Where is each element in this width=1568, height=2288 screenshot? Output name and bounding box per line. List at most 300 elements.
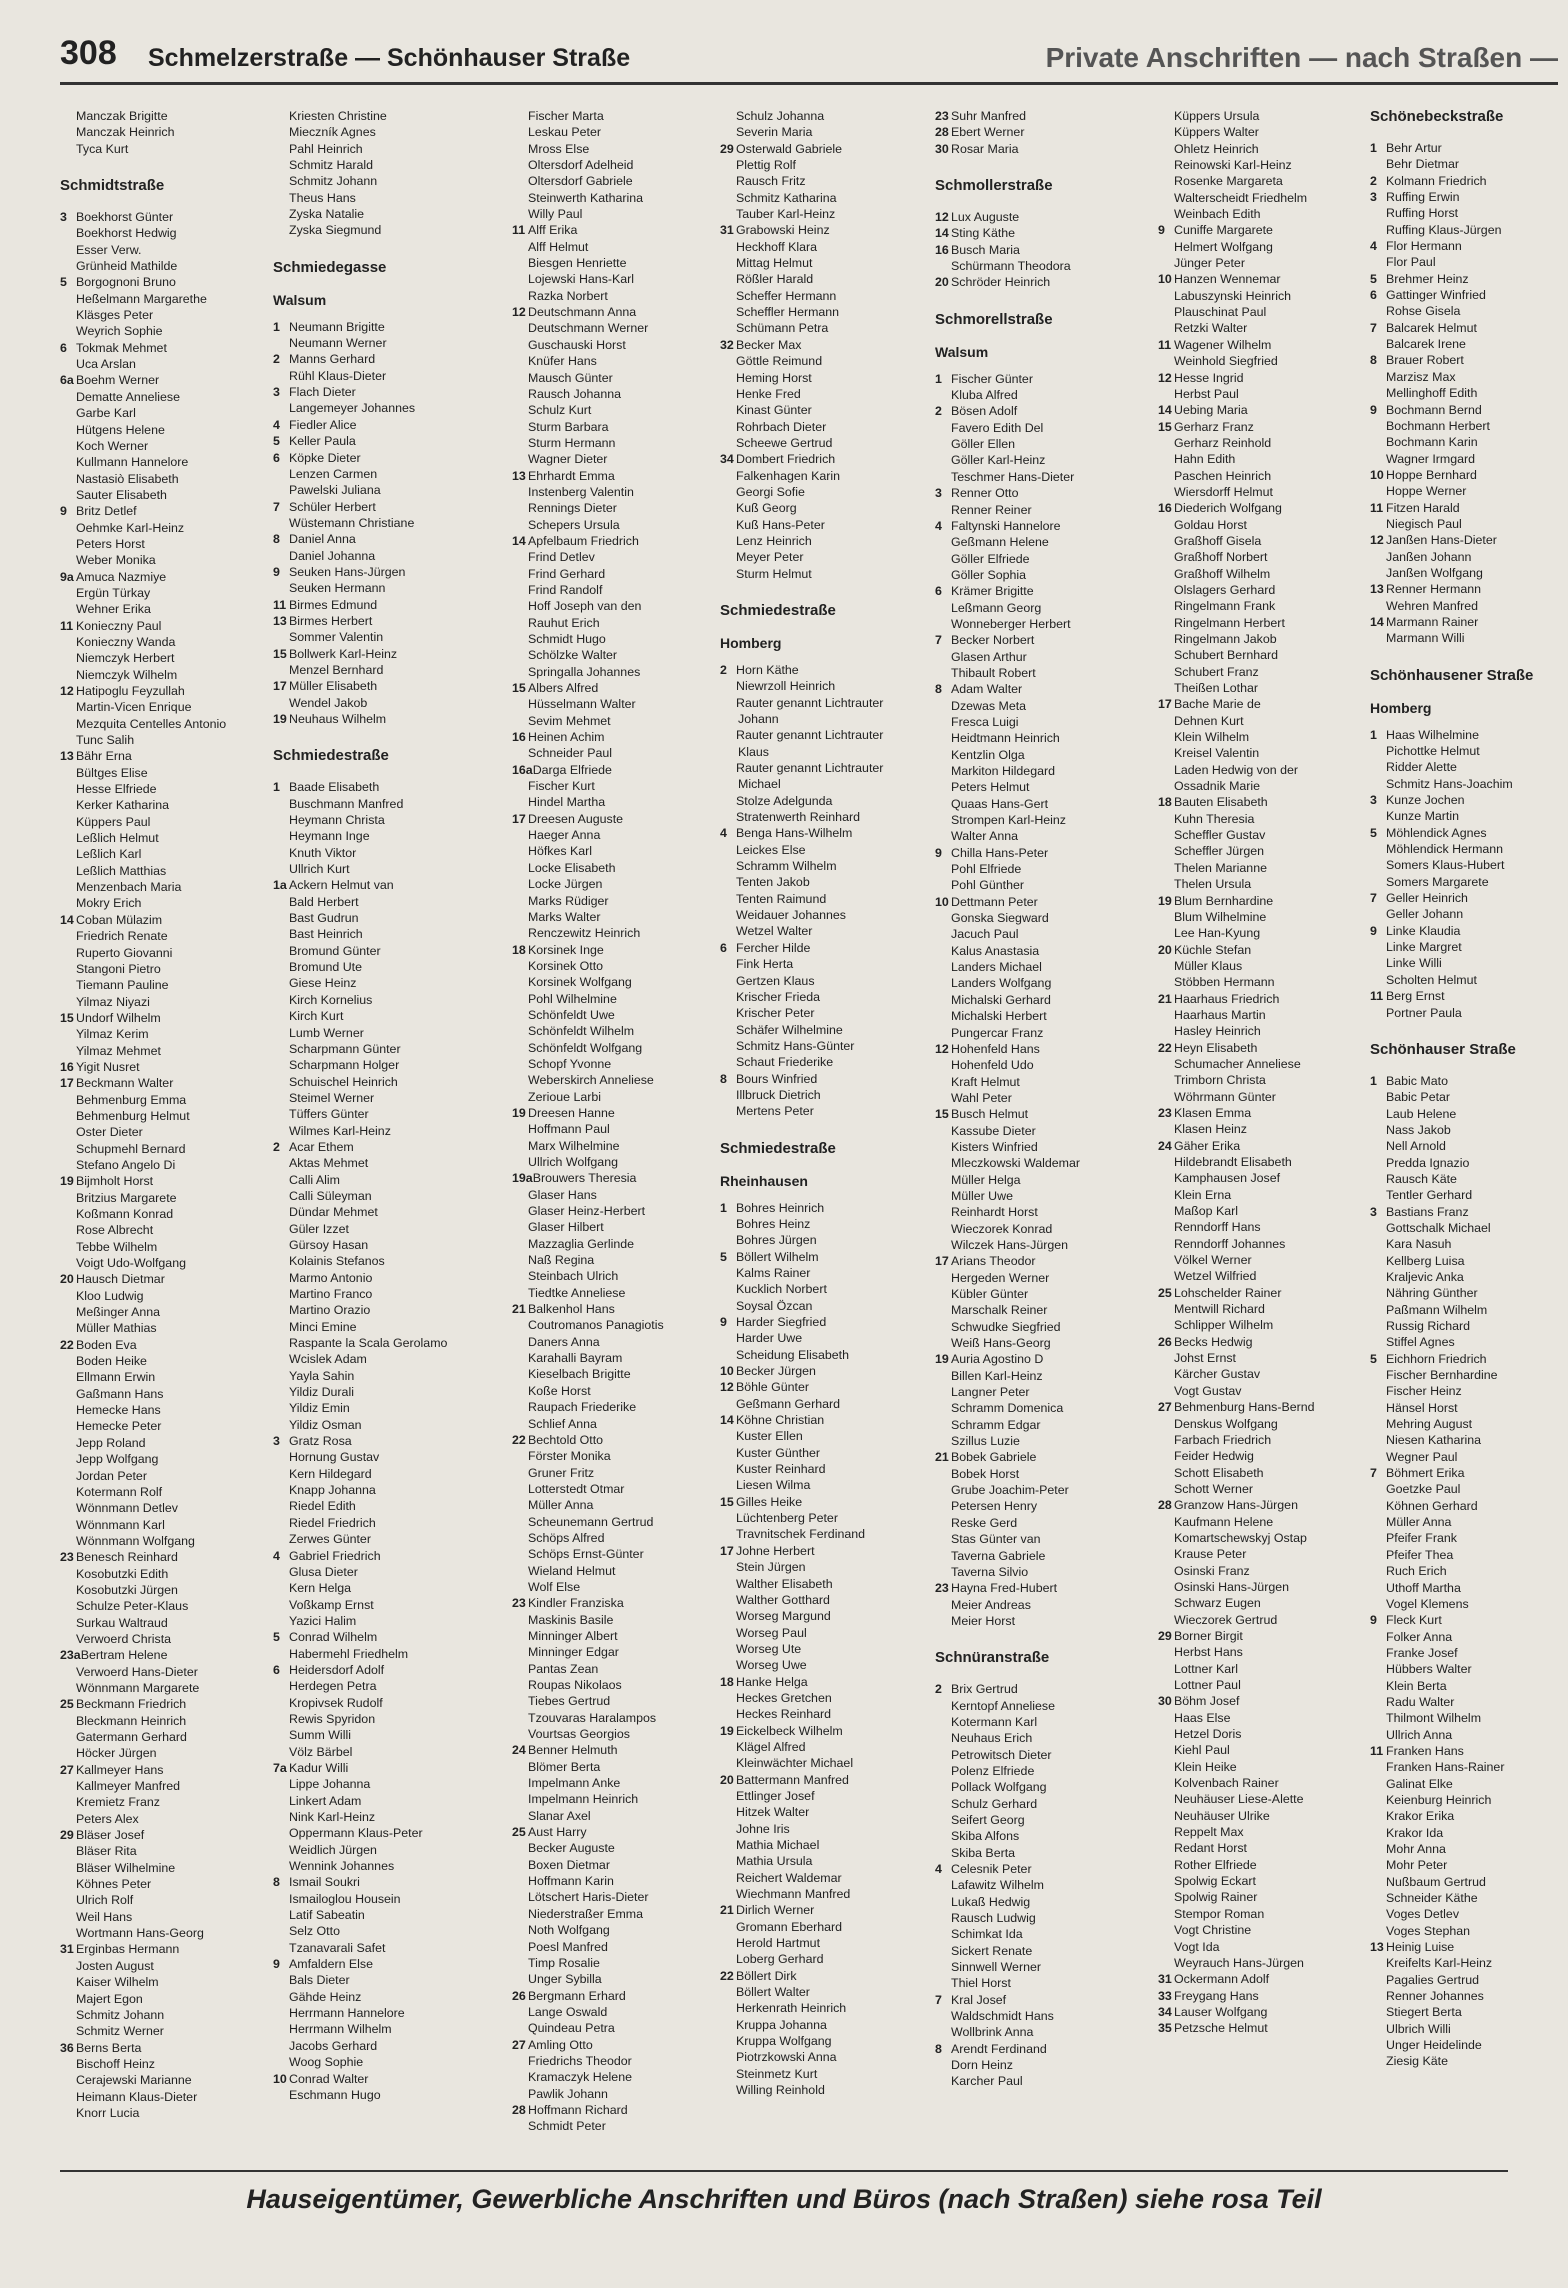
resident-entry	[1370, 1759, 1568, 1775]
resident-entry	[1158, 1939, 1364, 1955]
house-number: 7	[935, 633, 942, 648]
house-number: 29	[720, 141, 734, 156]
resident-entry	[273, 2054, 479, 2070]
resident-entry	[273, 1956, 479, 1972]
resident-entry	[512, 1595, 718, 1611]
resident-entry	[935, 1580, 1141, 1596]
house-number: 6	[935, 584, 942, 599]
resident-entry	[273, 2071, 479, 2087]
resident-entry	[60, 961, 266, 977]
resident-name: Neumann Brigitte	[289, 319, 385, 334]
resident-entry	[935, 2008, 1141, 2024]
house-number: 9	[1158, 223, 1165, 238]
resident-entry	[720, 1428, 926, 1444]
resident-entry	[935, 600, 1141, 616]
resident-name: Wolf Else	[528, 1579, 581, 1594]
resident-entry	[1370, 1645, 1568, 1661]
resident-name: Gäher Erika	[1174, 1138, 1241, 1153]
resident-name: Fischer Heinz	[1386, 1384, 1462, 1399]
resident-entry	[935, 1204, 1141, 1220]
resident-entry	[1370, 1302, 1568, 1318]
resident-entry	[935, 534, 1141, 550]
resident-entry	[60, 438, 266, 454]
resident-name: Gruner Fritz	[528, 1465, 595, 1480]
resident-name: Spolwig Eckart	[1174, 1874, 1256, 1889]
house-number: 24	[1158, 1138, 1172, 1153]
resident-name: Boxen Dietmar	[528, 1857, 610, 1872]
resident-entry	[60, 1860, 266, 1876]
resident-name: Helmert Wolfgang	[1174, 239, 1273, 254]
resident-name: Koße Horst	[528, 1383, 591, 1398]
resident-name: Gattinger Winfried	[1386, 288, 1486, 303]
resident-name: Steinbach Ulrich	[528, 1269, 619, 1284]
resident-entry	[720, 206, 926, 222]
resident-name: Nell Arnold	[1386, 1139, 1446, 1154]
resident-name: Kotermann Rolf	[76, 1484, 163, 1499]
resident-name: Zyska Natalie	[289, 207, 365, 222]
resident-entry	[720, 2033, 926, 2049]
resident-entry	[1158, 1595, 1364, 1611]
resident-entry	[1158, 860, 1364, 876]
resident-entry	[1370, 1367, 1568, 1383]
resident-entry	[1370, 287, 1568, 303]
resident-name: Schlipper Wilhelm	[1174, 1318, 1274, 1333]
resident-name: Schönfeldt Wilhelm	[528, 1024, 635, 1039]
resident-name: Kolmann Friedrich	[1386, 173, 1487, 188]
house-number: 7	[273, 499, 280, 514]
resident-entry	[60, 1991, 266, 2007]
resident-name: Geller Heinrich	[1386, 891, 1468, 906]
resident-name: Guschauski Horst	[528, 337, 626, 352]
resident-entry	[60, 520, 266, 536]
resident-name: Lux Auguste	[951, 210, 1020, 225]
resident-entry	[1370, 238, 1568, 254]
resident-entry	[1370, 1171, 1568, 1187]
resident-entry	[935, 469, 1141, 485]
resident-entry	[720, 923, 926, 939]
resident-entry	[60, 1010, 266, 1026]
resident-entry	[60, 258, 266, 274]
resident-name: Kuhn Theresia	[1174, 811, 1255, 826]
resident-name: Schlief Anna	[528, 1416, 597, 1431]
resident-name: Böhm Josef	[1174, 1694, 1240, 1709]
resident-name: Nass Jakob	[1386, 1122, 1451, 1137]
resident-entry	[1370, 1792, 1568, 1808]
resident-name: Battermann Manfred	[736, 1772, 849, 1787]
resident-entry	[720, 1902, 926, 1918]
resident-entry	[935, 943, 1141, 959]
resident-name: Wcislek Adam	[289, 1352, 367, 1367]
resident-name: Renczewitz Heinrich	[528, 926, 641, 941]
resident-entry	[1158, 206, 1364, 222]
resident-entry	[720, 1853, 926, 1869]
resident-entry	[60, 748, 266, 764]
resident-name: Heming Horst	[736, 370, 812, 385]
resident-entry	[720, 891, 926, 907]
resident-entry	[935, 1714, 1141, 1730]
resident-name: Raupach Friederike	[528, 1400, 637, 1415]
resident-entry	[935, 1894, 1141, 1910]
resident-name: Amfaldern Else	[289, 1957, 374, 1972]
resident-name: Taverna Gabriele	[951, 1548, 1046, 1563]
resident-entry	[512, 1448, 718, 1464]
resident-name: Frind Gerhard	[528, 566, 606, 581]
resident-entry	[1370, 1351, 1568, 1367]
house-number: 11	[273, 597, 287, 612]
house-number: 28	[512, 2102, 526, 2117]
house-number: 3	[1370, 190, 1377, 205]
resident-entry	[1370, 1005, 1568, 1021]
resident-name: Hütgens Helene	[76, 422, 165, 437]
resident-name: Retzki Walter	[1174, 321, 1248, 336]
house-number: 17	[512, 811, 526, 826]
resident-entry	[935, 877, 1141, 893]
resident-name: Niederstraßer Emma	[528, 1906, 643, 1921]
resident-entry	[273, 1204, 479, 1220]
resident-name: Rausch Käte	[1386, 1171, 1457, 1186]
resident-name: Fischer Bernhardine	[1386, 1368, 1498, 1383]
resident-name: Herkenrath Heinrich	[736, 2001, 847, 2016]
resident-name: Boden Eva	[76, 1337, 137, 1352]
resident-entry	[60, 536, 266, 552]
house-number: 2	[720, 662, 727, 677]
resident-entry	[1370, 776, 1568, 792]
resident-entry	[273, 646, 479, 662]
resident-entry	[1158, 239, 1364, 255]
resident-entry	[512, 1873, 718, 1889]
resident-name: Walther Gotthard	[736, 1592, 830, 1607]
resident-name: Pawlik Johann	[528, 2086, 608, 2101]
resident-name: Franken Hans	[1386, 1743, 1464, 1758]
resident-entry	[720, 1657, 926, 1673]
resident-name: Möhlendick Agnes	[1386, 825, 1487, 840]
resident-name: Kerker Katharina	[76, 798, 169, 813]
resident-entry	[935, 910, 1141, 926]
resident-entry	[1370, 2004, 1568, 2020]
resident-name: Vogel Klemens	[1386, 1596, 1469, 1611]
resident-name: Minninger Albert	[528, 1628, 618, 1643]
resident-entry	[935, 1747, 1141, 1763]
resident-entry	[720, 1445, 926, 1461]
resident-name: Stefano Angelo Di	[76, 1157, 176, 1172]
resident-entry	[60, 141, 266, 157]
resident-entry	[60, 1484, 266, 1500]
resident-name: Bals Dieter	[289, 1973, 350, 1988]
house-number: 15	[935, 1107, 949, 1122]
resident-name: Ettlinger Josef	[736, 1788, 815, 1803]
resident-name: Geller Johann	[1386, 907, 1464, 922]
resident-name: Folker Anna	[1386, 1629, 1453, 1644]
resident-name: Kalus Anastasia	[951, 943, 1040, 958]
resident-name: Heidtmann Heinrich	[951, 731, 1060, 746]
resident-entry	[935, 926, 1141, 942]
resident-name: Becks Hedwig	[1174, 1334, 1253, 1349]
resident-name: Thibault Robert	[951, 665, 1036, 680]
resident-name: Stolze Adelgunda	[736, 793, 833, 808]
resident-name: Arians Theodor	[951, 1254, 1036, 1269]
resident-name: Krämer Brigitte	[951, 584, 1034, 599]
resident-entry	[60, 1222, 266, 1238]
resident-name: Knuth Viktor	[289, 845, 357, 860]
resident-name: Geßmann Helene	[951, 535, 1049, 550]
resident-entry	[935, 1188, 1141, 1204]
resident-entry	[1370, 1727, 1568, 1743]
resident-name: Deutschmann Anna	[528, 305, 637, 320]
resident-name: Lukaß Hedwig	[951, 1894, 1031, 1909]
resident-name: Franken Hans-Rainer	[1386, 1760, 1505, 1775]
resident-entry	[512, 1546, 718, 1562]
resident-name: Calli Alim	[289, 1172, 340, 1187]
resident-name: Küppers Walter	[1174, 125, 1259, 140]
resident-entry	[1370, 402, 1568, 418]
resident-entry	[60, 1043, 266, 1059]
resident-entry	[1370, 1906, 1568, 1922]
resident-entry	[512, 811, 718, 827]
resident-name: Johst Ernst	[1174, 1351, 1236, 1366]
resident-name: Minci Emine	[289, 1319, 357, 1334]
resident-entry	[935, 894, 1141, 910]
resident-name: Martino Franco	[289, 1287, 373, 1301]
resident-name: Schüler Herbert	[289, 499, 376, 514]
resident-entry	[273, 845, 479, 861]
resident-name: Birmes Herbert	[289, 613, 373, 628]
resident-name: Glaser Hilbert	[528, 1220, 604, 1235]
resident-name: Marks Walter	[528, 909, 601, 924]
resident-entry	[1370, 1612, 1568, 1628]
resident-entry	[273, 466, 479, 482]
resident-name: Meyer Peter	[736, 550, 804, 565]
resident-name: Mentwill Richard	[1174, 1302, 1265, 1317]
house-number: 2	[273, 352, 280, 367]
resident-entry	[720, 1314, 926, 1330]
resident-entry	[1158, 1889, 1364, 1905]
resident-entry	[1158, 582, 1364, 598]
resident-entry	[720, 989, 926, 1005]
resident-entry	[273, 1351, 479, 1367]
resident-name: Bläser Rita	[76, 1844, 137, 1859]
resident-name: Jacobs Gerhard	[289, 2038, 378, 2053]
resident-entry	[273, 141, 479, 157]
street-heading: Schönhausener Straße	[1370, 666, 1534, 684]
resident-entry	[1370, 549, 1568, 565]
resident-name: Zerwes Günter	[289, 1532, 371, 1547]
resident-name: Wilczek Hans-Jürgen	[951, 1237, 1069, 1252]
resident-entry	[512, 1759, 718, 1775]
resident-entry	[60, 1892, 266, 1908]
resident-entry	[935, 1613, 1141, 1629]
resident-entry	[935, 1351, 1141, 1367]
house-number: 6	[1370, 288, 1377, 303]
resident-entry	[720, 1543, 926, 1559]
page-header	[60, 30, 1558, 85]
resident-name: Schürmann Theodora	[951, 259, 1071, 274]
resident-entry	[720, 239, 926, 255]
resident-entry	[935, 1008, 1141, 1024]
resident-name: Klasen Heinz	[1174, 1122, 1248, 1137]
resident-name: Calli Süleyman	[289, 1188, 372, 1203]
resident-entry	[60, 487, 266, 503]
resident-entry	[720, 1526, 926, 1542]
resident-name: Nastasiò Elisabeth	[76, 471, 179, 486]
resident-entry	[60, 863, 266, 879]
resident-name: Wetzel Wilfried	[1174, 1269, 1257, 1284]
resident-name: Bertram Helene	[80, 1648, 168, 1663]
resident-entry	[60, 274, 266, 290]
resident-name: Wonneberger Herbert	[951, 616, 1071, 631]
resident-entry	[1158, 745, 1364, 761]
resident-entry	[720, 566, 926, 582]
resident-name: Faltynski Hannelore	[951, 518, 1061, 533]
resident-entry	[1158, 1334, 1364, 1350]
resident-entry	[935, 1302, 1141, 1318]
house-number: 21	[1158, 991, 1172, 1006]
resident-name: Leßlich Helmut	[76, 831, 159, 846]
resident-entry	[935, 1155, 1141, 1171]
resident-name: Küppers Ursula	[1174, 109, 1260, 123]
resident-name: Schopf Yvonne	[528, 1056, 612, 1071]
resident-entry	[720, 1968, 926, 1984]
resident-name: Mathia Ursula	[736, 1854, 813, 1869]
resident-name: Heinen Achim	[528, 730, 605, 745]
resident-entry	[1158, 1563, 1364, 1579]
house-number: 7	[1370, 1466, 1377, 1481]
resident-name: Bohres Heinz	[736, 1216, 811, 1231]
resident-entry	[273, 1400, 479, 1416]
resident-entry	[60, 1092, 266, 1108]
resident-name: Gilles Heike	[736, 1494, 803, 1509]
resident-entry	[720, 353, 926, 369]
resident-name: Mehring August	[1386, 1417, 1473, 1432]
resident-name: Schulz Gerhard	[951, 1796, 1038, 1811]
resident-entry	[273, 1825, 479, 1841]
resident-name: Habermehl Friedhelm	[289, 1646, 409, 1661]
resident-name: Kreifelts Karl-Heinz	[1386, 1956, 1493, 1971]
resident-name: Köpke Dieter	[289, 450, 361, 465]
page-footer	[60, 2170, 1508, 2215]
resident-entry	[60, 846, 266, 862]
resident-name: Behmenburg Helmut	[76, 1108, 190, 1123]
resident-name: Manczak Brigitte	[76, 109, 168, 123]
resident-name: Ockermann Adolf	[1174, 1972, 1270, 1987]
resident-entry	[1370, 1923, 1568, 1939]
resident-entry	[1370, 792, 1568, 808]
resident-name: Scheffer Hermann	[736, 288, 837, 303]
resident-entry	[1370, 581, 1568, 597]
house-number: 14	[720, 1413, 734, 1428]
resident-entry	[1158, 811, 1364, 827]
resident-name: Locke Elisabeth	[528, 860, 616, 875]
resident-name: Bobek Gabriele	[951, 1450, 1037, 1465]
resident-entry	[1158, 1693, 1364, 1709]
resident-name: Kamphausen Josef	[1174, 1171, 1281, 1186]
resident-name: Daniel Johanna	[289, 548, 376, 563]
resident-entry	[273, 124, 479, 140]
resident-name: Schulze Peter-Klaus	[76, 1599, 189, 1614]
resident-entry	[273, 1041, 479, 1057]
resident-entry	[720, 1510, 926, 1526]
resident-entry	[1370, 352, 1568, 368]
resident-entry	[935, 1172, 1141, 1188]
resident-entry	[1370, 336, 1568, 352]
resident-name: Fischer Marta	[528, 109, 604, 123]
resident-entry	[273, 1662, 479, 1678]
resident-name: Schmitz Harald	[289, 158, 374, 173]
resident-name: Esser Verw.	[76, 242, 142, 257]
resident-entry	[60, 1320, 266, 1336]
resident-entry	[512, 157, 718, 173]
resident-entry	[512, 1840, 718, 1856]
resident-name: Göller Sophia	[951, 567, 1027, 582]
resident-name: Oster Dieter	[76, 1125, 143, 1140]
resident-name: Ullrich Anna	[1386, 1727, 1453, 1742]
resident-entry	[935, 1498, 1141, 1514]
resident-entry	[60, 2072, 266, 2088]
house-number: 25	[1158, 1285, 1172, 1300]
resident-entry	[1370, 1073, 1568, 1089]
resident-name: Dündar Mehmet	[289, 1205, 378, 1220]
street-heading: Schmidtstraße	[60, 177, 165, 195]
resident-entry	[720, 484, 926, 500]
resident-entry	[512, 762, 718, 778]
resident-entry	[273, 157, 479, 173]
house-number: 16	[1158, 501, 1172, 516]
resident-entry	[1158, 1612, 1364, 1628]
resident-entry	[1370, 1661, 1568, 1677]
resident-entry	[935, 1730, 1141, 1746]
house-number: 3	[273, 1434, 280, 1449]
resident-entry	[512, 533, 718, 549]
resident-entry	[512, 2102, 718, 2118]
resident-entry	[720, 727, 926, 743]
resident-name: Britzius Margarete	[76, 1190, 177, 1205]
resident-name: Herold Hartmut	[736, 1936, 821, 1951]
resident-name: Schmitz Werner	[76, 2024, 164, 2039]
house-number: 13	[512, 468, 526, 483]
resident-entry	[273, 384, 479, 400]
resident-name: Gratz Rosa	[289, 1434, 352, 1449]
house-number: 12	[60, 684, 74, 698]
resident-entry	[273, 926, 479, 942]
resident-entry	[1158, 664, 1364, 680]
resident-entry	[935, 1597, 1141, 1613]
resident-name: Reppelt Max	[1174, 1825, 1244, 1840]
resident-name: Kullmann Hannelore	[76, 455, 189, 470]
resident-entry	[1370, 857, 1568, 873]
resident-name: Neumann Werner	[289, 336, 387, 351]
resident-name: Oppermann Klaus-Peter	[289, 1826, 423, 1841]
resident-entry	[273, 1858, 479, 1874]
resident-entry	[935, 747, 1141, 763]
resident-entry	[1158, 1857, 1364, 1873]
resident-name: Ruperto Giovanni	[76, 945, 173, 960]
resident-name: Undorf Wilhelm	[76, 1010, 161, 1025]
resident-name: Kindler Franziska	[528, 1596, 624, 1611]
resident-name: Graßhoff Gisela	[1174, 533, 1262, 548]
resident-entry	[512, 615, 718, 631]
resident-entry	[60, 1451, 266, 1467]
resident-name: Kruppa Wolfgang	[736, 2034, 832, 2049]
resident-name: Heckes Gretchen	[736, 1690, 832, 1705]
resident-entry	[1158, 876, 1364, 892]
resident-name: Goetzke Paul	[1386, 1482, 1461, 1497]
resident-name: Giese Heinz	[289, 976, 357, 991]
resident-name: Nußbaum Gertrud	[1386, 1874, 1486, 1889]
resident-entry	[1370, 874, 1568, 890]
resident-entry	[273, 828, 479, 844]
resident-entry	[720, 157, 926, 173]
resident-name: Höfkes Karl	[528, 844, 593, 859]
resident-entry	[1158, 533, 1364, 549]
